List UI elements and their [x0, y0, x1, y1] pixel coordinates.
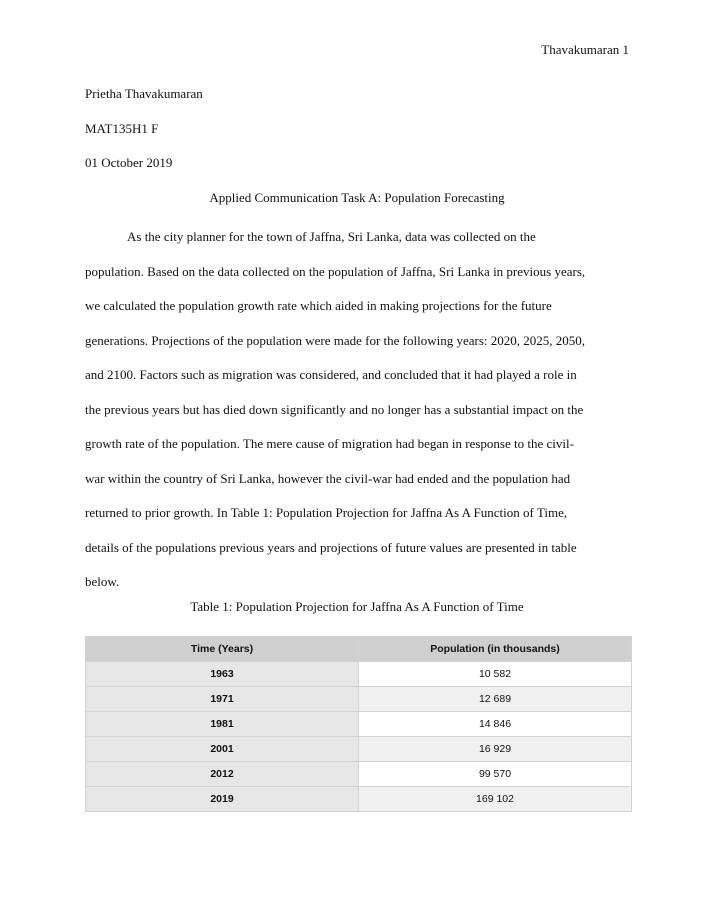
table-row — [86, 662, 632, 687]
paragraph-line: population. Based on the data collected on the population of Jaffna, Sri Lanka in previous years, — [85, 263, 586, 279]
table-header-row — [86, 637, 632, 662]
year-cell: 2019 — [86, 787, 359, 812]
paragraph-line: growth rate of the population. The mere cause of migration had began in response to the civil- — [85, 436, 574, 451]
population-cell: 169 102 — [359, 787, 632, 812]
population-cell: 14 846 — [359, 712, 632, 737]
population-cell: 99 570 — [359, 762, 632, 787]
document-date: 01 October 2019 — [85, 155, 173, 170]
paragraph-line: details of the populations previous years and projections of future values are presented in table — [85, 539, 577, 555]
year-cell: 1971 — [86, 687, 359, 712]
table-row — [86, 687, 632, 712]
document-title: Applied Communication Task A: Population Forecasting — [209, 190, 505, 205]
table-row — [86, 762, 632, 787]
year-cell: 1963 — [86, 662, 359, 687]
paragraph-line: the previous years but has died down significantly and no longer has a substantial impact on the — [85, 401, 584, 417]
year-cell: 2012 — [86, 762, 359, 787]
year-cell: 2001 — [86, 737, 359, 762]
paragraph-line: returned to prior growth. In Table 1: Population Projection for Jaffna As A Function of Time, — [85, 505, 568, 520]
column-header-population: Population (in thousands) — [359, 637, 632, 662]
paragraph-line: and 2100. Factors such as migration was considered, and concluded that it had played a role in — [85, 367, 577, 382]
column-header-time: Time (Years) — [86, 637, 359, 662]
population-cell: 12 689 — [359, 687, 632, 712]
population-cell: 10 582 — [359, 662, 632, 687]
paragraph-line: As the city planner for the town of Jaffna, Sri Lanka, data was collected on the — [127, 229, 536, 244]
paragraph-line: we calculated the population growth rate which aided in making projections for the future — [85, 298, 552, 313]
paragraph-line: war within the country of Sri Lanka, however the civil-war had ended and the population had — [85, 470, 571, 486]
body-paragraph — [85, 220, 635, 600]
table-caption: Table 1: Population Projection for Jaffna As A Function of Time — [190, 599, 524, 614]
paragraph-line: below. — [85, 574, 120, 589]
author-name: Prietha Thavakumaran — [85, 86, 203, 101]
table-row — [86, 787, 632, 812]
table-row — [86, 737, 632, 762]
paragraph-line: generations. Projections of the population were made for the following years: 2020, 2025, 2050, — [85, 332, 586, 348]
population-cell: 16 929 — [359, 737, 632, 762]
course-code: MAT135H1 F — [85, 121, 159, 136]
year-cell: 1981 — [86, 712, 359, 737]
running-head: Thavakumaran 1 — [541, 42, 629, 57]
population-table — [85, 636, 632, 812]
table-row — [86, 712, 632, 737]
